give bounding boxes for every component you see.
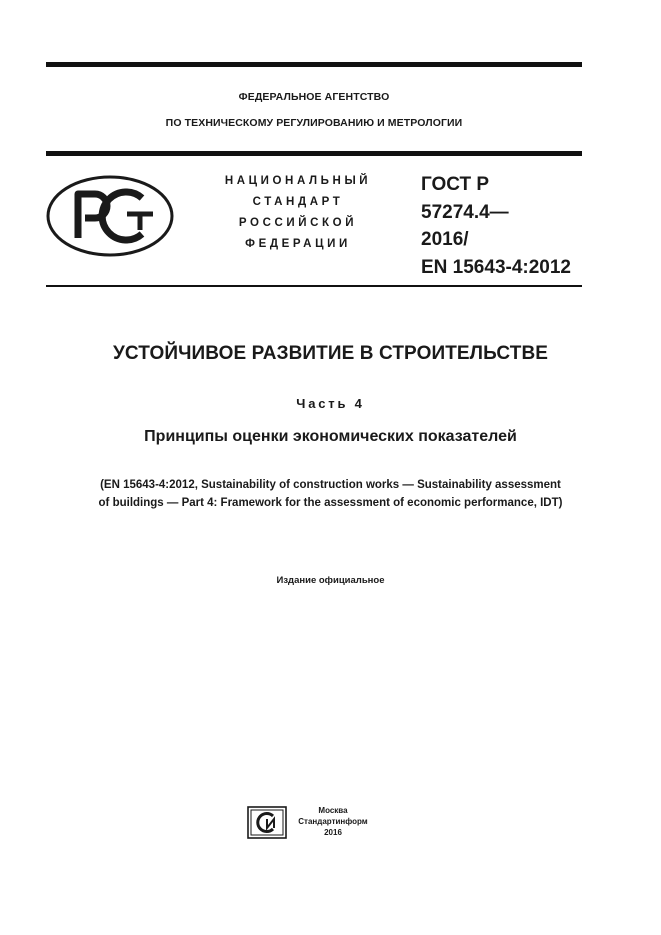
national-line: НАЦИОНАЛЬНЫЙ	[224, 175, 372, 187]
designation-line: EN 15643-4:2012	[421, 256, 571, 278]
rst-certification-mark-icon	[45, 174, 175, 258]
en-reference-line: of buildings — Part 4: Framework for the assessment of economic performance, IDT)	[98, 497, 563, 509]
publisher-name: Стандартинформ	[298, 817, 368, 826]
en-reference-line: (EN 15643-4:2012, Sustainability of construction works — Sustainability assessment	[100, 479, 561, 491]
standard-designation	[421, 171, 571, 281]
designation-line: 2016/	[421, 229, 469, 250]
document-title: УСТОЙЧИВОЕ РАЗВИТИЕ В СТРОИТЕЛЬСТВЕ	[112, 343, 549, 364]
designation-line: 57274.4—	[421, 201, 509, 223]
national-standard-label	[208, 171, 388, 255]
publisher-info	[288, 805, 378, 838]
publisher-year: 2016	[324, 828, 342, 837]
top-rule	[46, 62, 582, 67]
edition-note: Издание официальное	[276, 575, 385, 586]
document-part: Часть 4	[296, 396, 365, 411]
publisher-city: Москва	[318, 806, 348, 815]
national-line: ФЕДЕРАЦИИ	[245, 238, 351, 250]
document-subtitle: Принципы оценки экономических показателей	[144, 428, 517, 445]
agency-line-1: ФЕДЕРАЛЬНОЕ АГЕНТСТВО	[238, 91, 390, 103]
standartinform-logo-icon	[247, 806, 287, 839]
agency-line-2: ПО ТЕХНИЧЕСКОМУ РЕГУЛИРОВАНИЮ И МЕТРОЛОГИИ	[165, 117, 463, 129]
en-reference	[40, 476, 621, 512]
header-rule	[46, 151, 582, 156]
designation-line: ГОСТ Р	[421, 174, 490, 195]
national-line: РОССИЙСКОЙ	[238, 217, 358, 229]
section-rule	[46, 285, 582, 287]
national-line: СТАНДАРТ	[252, 196, 344, 208]
